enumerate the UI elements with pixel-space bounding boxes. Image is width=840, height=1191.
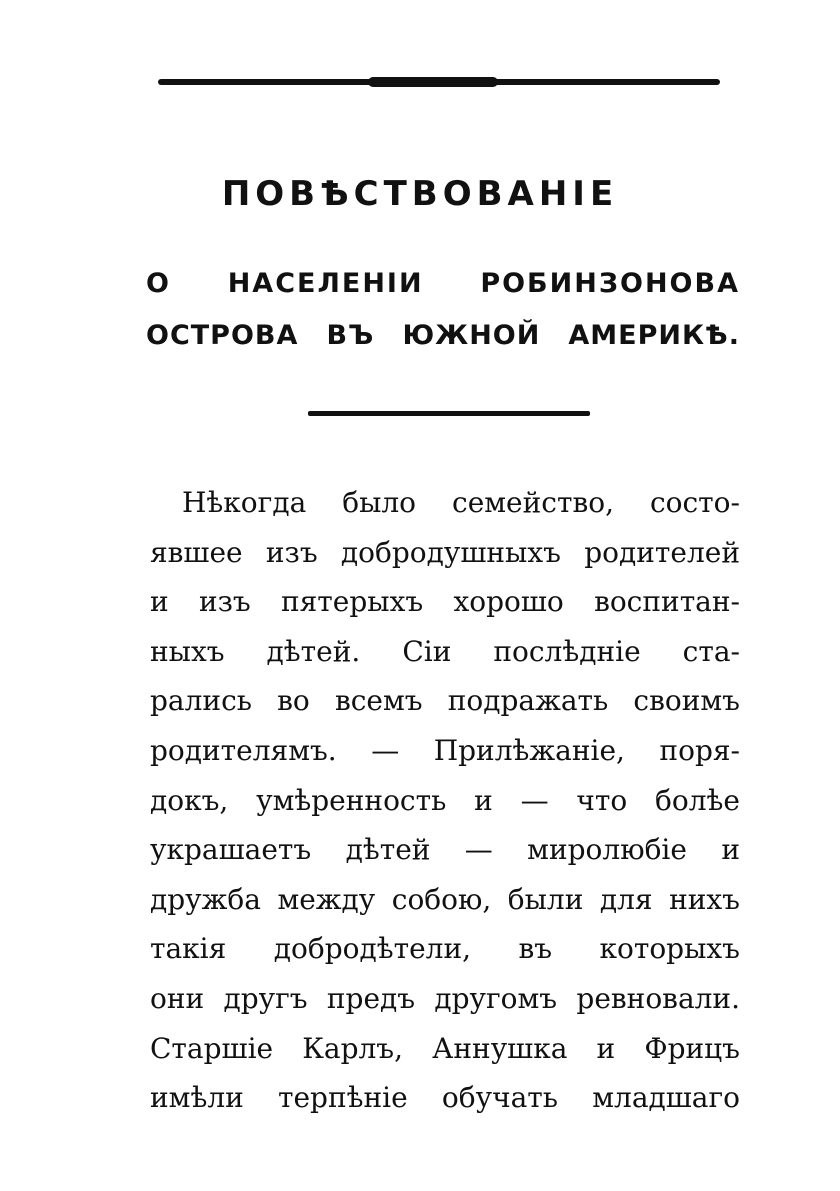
text-line: Старшіе Карлъ, Аннушка и Фрицъ xyxy=(150,1031,740,1065)
chapter-subtitle-line-2: ОСТРОВА ВЪ ЮЖНОЙ АМЕРИКѢ. xyxy=(146,320,740,351)
text-line: явшее изъ добродушныхъ родителей xyxy=(150,535,740,569)
chapter-subtitle-line-1: О НАСЕЛЕНІИ РОБИНЗОНОВА xyxy=(146,268,740,299)
text-line: ныхъ дѣтей. Сіи послѣдніе ста- xyxy=(150,634,740,668)
text-line: докъ, умѣренность и — что болѣе xyxy=(150,783,740,817)
section-divider-rule xyxy=(308,411,590,416)
text-line: такія добродѣтели, въ которыхъ xyxy=(150,932,740,966)
text-line: украшаетъ дѣтей — миролюбіе и xyxy=(150,833,740,867)
text-line: имѣли терпѣніе обучать младшаго xyxy=(150,1081,740,1115)
top-ornamental-rule xyxy=(158,79,720,85)
text-line: рались во всемъ подражать своимъ xyxy=(150,684,740,718)
text-line: родителямъ. — Прилѣжаніе, поря- xyxy=(150,733,740,767)
text-line: Нѣкогда было семейство, состо- xyxy=(182,486,740,519)
text-line: дружба между собою, были для нихъ xyxy=(150,882,740,916)
text-line: и изъ пятерыхъ хорошо воспитан- xyxy=(150,585,740,619)
body-text xyxy=(150,478,740,1123)
text-line: они другъ предъ другомъ ревновали. xyxy=(150,981,740,1015)
chapter-title: ПОВѢСТВОВАНІЕ xyxy=(221,174,619,214)
